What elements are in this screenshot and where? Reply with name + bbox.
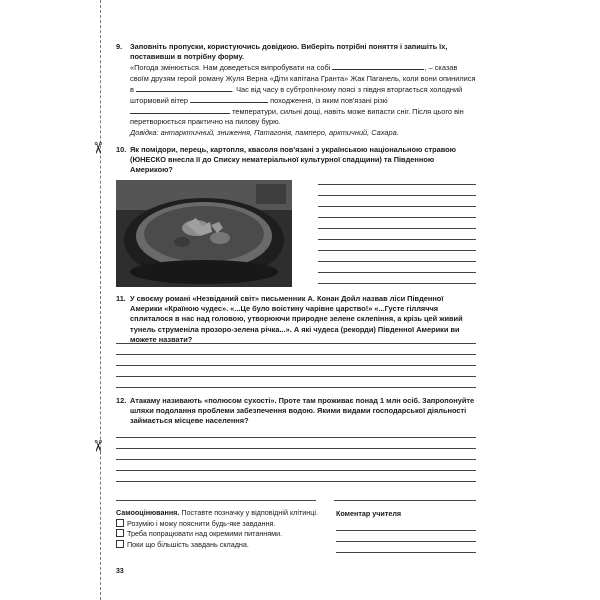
answer-line[interactable]	[318, 261, 476, 262]
scissors-icon: ✂	[88, 141, 106, 155]
self-eval-title: Самооцінювання.	[116, 508, 180, 517]
cut-line	[100, 0, 101, 600]
question-number: 11.	[116, 294, 126, 303]
answer-line[interactable]	[116, 343, 476, 344]
question-number: 9.	[116, 42, 123, 51]
divider	[116, 500, 316, 501]
answer-line[interactable]	[116, 365, 476, 366]
option-label: Треба попрацювати над окремими питаннями.	[127, 529, 283, 538]
answer-line[interactable]	[318, 184, 476, 185]
question-text: Атакаму називають «полюсом сухості». Проте там проживає понад 1 млн осіб. Запропонуйте шляхи подолання проблеми забезпечення водою. Якими видами господарської діяльності займається місцеве населення?	[130, 396, 475, 426]
question-text: «Погода змінюється. Нам доведеться випробувати на собі	[130, 63, 331, 73]
borscht-photo	[116, 180, 292, 287]
question-heading: Заповніть пропуски, користуючись довідкою. Виберіть потрібні поняття і запишіть їх, поставивши в потрібну форму.	[130, 42, 448, 62]
answer-line[interactable]	[116, 459, 476, 460]
question-number: 10.	[116, 145, 127, 154]
self-eval-instruction: Поставте позначку у відповідній клітинці.	[181, 508, 318, 517]
comment-line[interactable]	[336, 541, 476, 542]
answer-blank[interactable]	[190, 95, 268, 103]
answer-line[interactable]	[116, 448, 476, 449]
divider	[334, 500, 476, 501]
answer-line[interactable]	[116, 437, 476, 438]
page-number: 33	[116, 568, 124, 575]
question-text: Як помідори, перець, картопля, квасоля пов'язані з українською національною стравою (ЮНЕСКО внесла її до Списку нематеріальної культурної спадщини) та Південною Америкою?	[130, 145, 456, 175]
answer-line[interactable]	[116, 354, 476, 355]
question-text: У своєму романі «Незвіданий світ» письменник А. Конан Дойл назвав ліси Південної Америки «Країною чудес». «...Це було воістину чарівне царство!» «...Густе гілляччя сплиталося в нас над головою, утворюючи природне зелене склепіння, а крізь цей живий тунель струменіла прозоро-зелена річка...». А які чудеса (рекорди) Південної Америки ви можете назвати?	[130, 294, 463, 344]
answer-line[interactable]	[116, 376, 476, 377]
comment-line[interactable]	[336, 552, 476, 553]
question-text: , – сказав своїм друзям герой роману Жуля Верна «Діти капітана Гранта» Жак Паганель, коли вони опинилися в	[130, 63, 476, 94]
question-11	[116, 294, 476, 345]
answer-line[interactable]	[318, 239, 476, 240]
answer-line[interactable]	[318, 250, 476, 251]
answer-line[interactable]	[318, 228, 476, 229]
question-10	[116, 145, 476, 176]
answer-line[interactable]	[318, 195, 476, 196]
checkbox[interactable]	[116, 519, 124, 527]
question-12	[116, 396, 476, 427]
question-text: температури, сильні дощі, навіть може випасти сніг. Після цього він перетворюється практично на пилову бурю.	[130, 107, 464, 127]
answer-blank[interactable]	[130, 106, 230, 114]
option-label: Поки що більшість завдань складна.	[127, 539, 249, 549]
scissors-icon: ✂	[88, 439, 106, 453]
question-text: . Час від часу в субтропічному поясі з півдня вторгається холодний штормовий вітер	[130, 84, 463, 106]
hint-words: антарктичний, зниження, Патагонія, памперо, арктичний, Сахара.	[160, 127, 399, 137]
answer-line[interactable]	[116, 470, 476, 471]
answer-line[interactable]	[116, 387, 476, 388]
checkbox[interactable]	[116, 529, 124, 537]
question-text: походження, із яким пов'язані різкі	[270, 96, 388, 106]
answer-line[interactable]	[318, 283, 476, 284]
hint-label: Довідка:	[130, 127, 159, 137]
question-9	[116, 42, 476, 138]
self-evaluation	[116, 508, 318, 550]
option-label: Розумію і можу пояснити будь-яке завдання.	[127, 518, 276, 528]
answer-line[interactable]	[116, 481, 476, 482]
answer-line[interactable]	[318, 217, 476, 218]
checkbox[interactable]	[116, 540, 124, 548]
teacher-comment-label: Коментар учителя	[336, 509, 402, 518]
answer-blank[interactable]	[332, 62, 424, 70]
answer-line[interactable]	[318, 206, 476, 207]
question-number: 12.	[116, 396, 127, 405]
answer-line[interactable]	[318, 272, 476, 273]
answer-blank[interactable]	[136, 84, 232, 92]
comment-line[interactable]	[336, 530, 476, 531]
